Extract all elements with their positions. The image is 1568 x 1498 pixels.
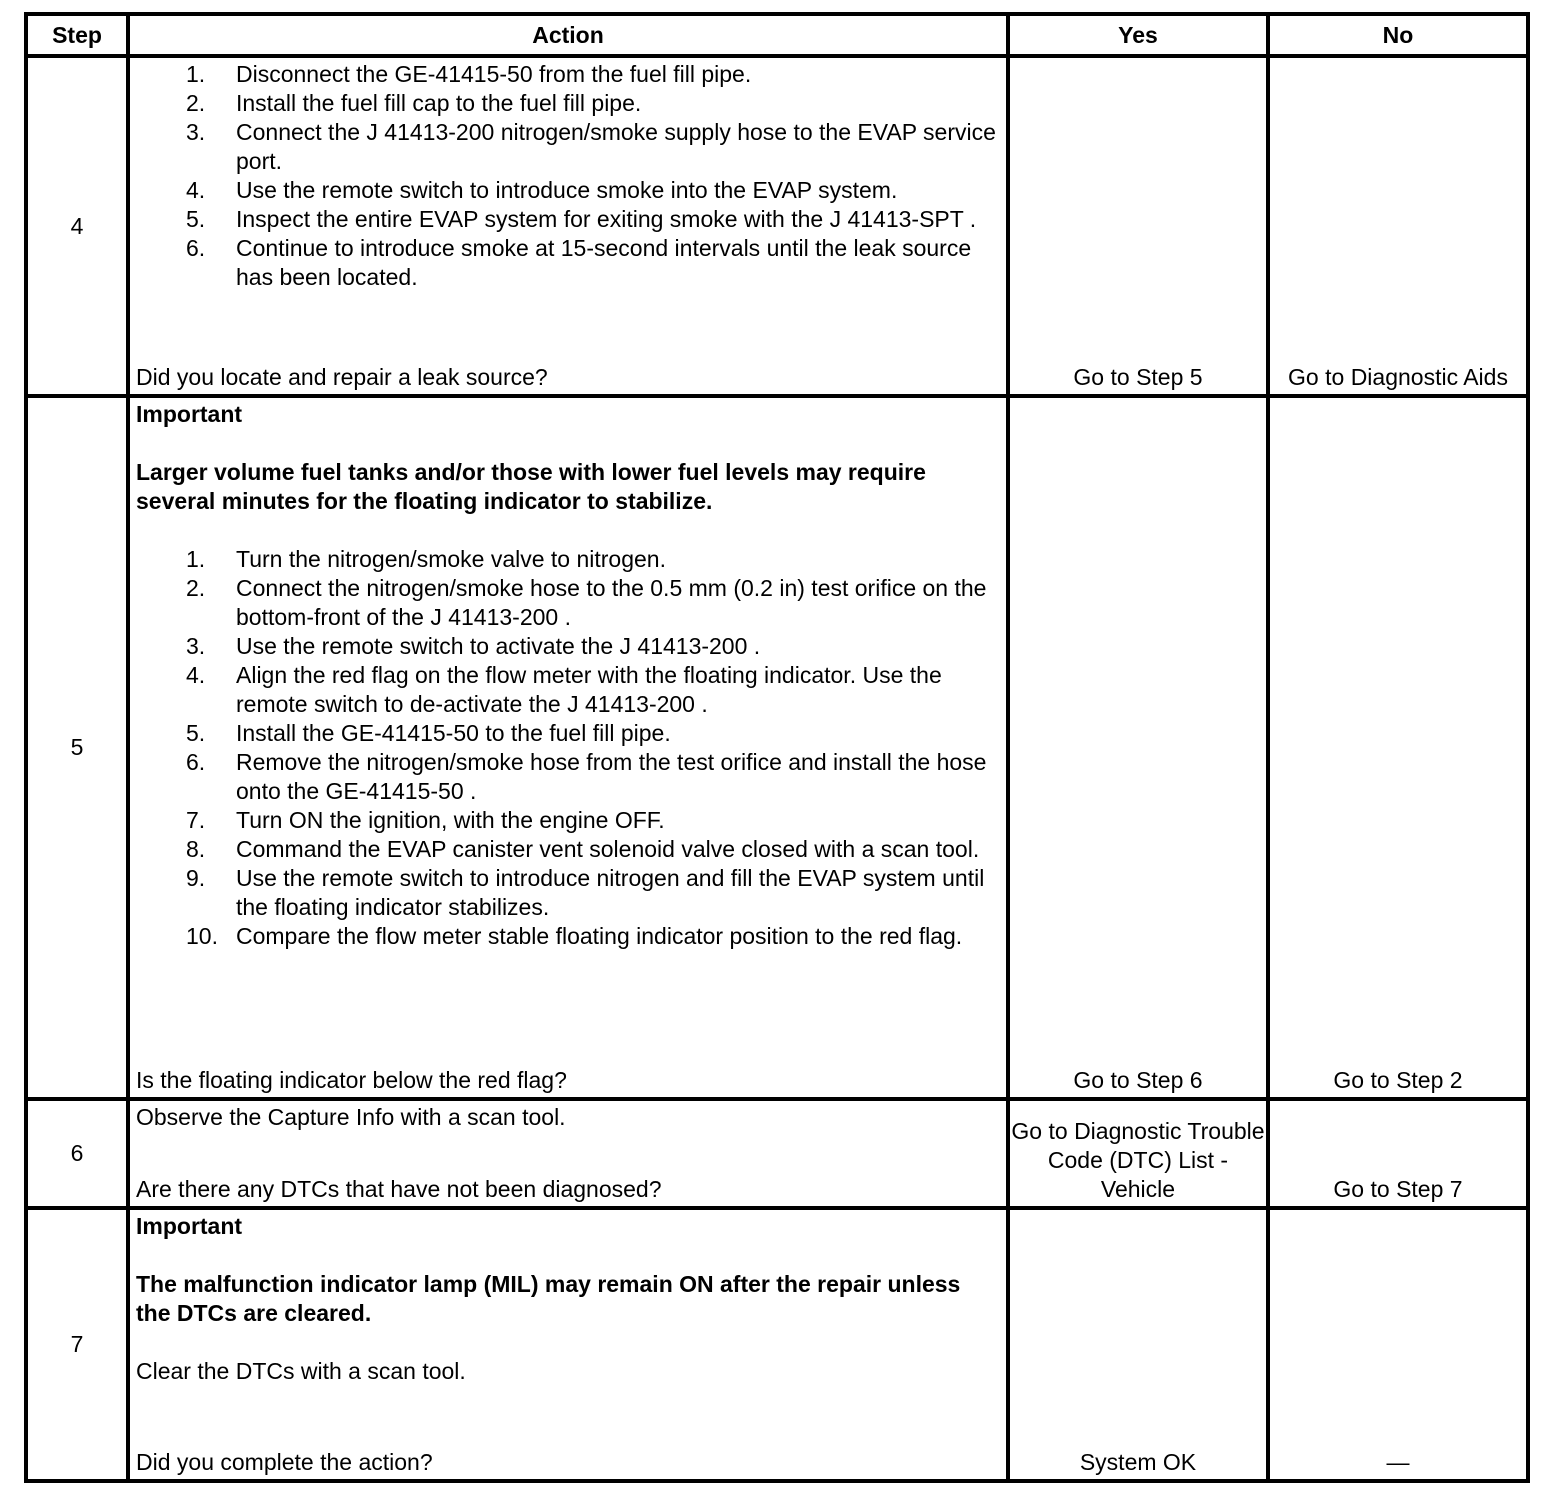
- step-number: 6: [26, 1099, 128, 1208]
- header-yes: Yes: [1008, 14, 1268, 56]
- action-cell: [128, 396, 1008, 1099]
- list-item: 3. Use the remote switch to activate the J 41413-200 .: [186, 633, 761, 659]
- list-item: 5. Install the GE-41415-50 to the fuel fill pipe.: [186, 720, 671, 746]
- yes-result: Go to Step 5: [1008, 56, 1268, 396]
- diagnostic-table: [24, 12, 1530, 1483]
- list-item: 3. Connect the J 41413-200 nitrogen/smoke supply hose to the EVAP service port.: [186, 119, 996, 174]
- list-item: 8. Command the EVAP canister vent solenoid valve closed with a scan tool.: [186, 836, 980, 862]
- list-item: 2. Install the fuel fill cap to the fuel fill pipe.: [186, 90, 642, 116]
- list-item: 1. Turn the nitrogen/smoke valve to nitrogen.: [186, 546, 666, 572]
- list-item: 4. Use the remote switch to introduce smoke into the EVAP system.: [186, 177, 898, 203]
- step-number: 4: [26, 56, 128, 396]
- list-item: 5. Inspect the entire EVAP system for exiting smoke with the J 41413-SPT .: [186, 206, 977, 232]
- yes-result: System OK: [1008, 1208, 1268, 1481]
- list-item: 9. Use the remote switch to introduce nitrogen and fill the EVAP system until the floating indicator stabilizes.: [186, 865, 985, 920]
- list-item: 4. Align the red flag on the flow meter with the floating indicator. Use the remote switch to de-activate the J 41413-200 .: [186, 662, 942, 717]
- list-item: 6. Continue to introduce smoke at 15-second intervals until the leak source has been located.: [186, 235, 972, 290]
- table-row-step-6: [26, 1099, 1528, 1208]
- step-number: 7: [26, 1208, 128, 1481]
- list-item: 1. Disconnect the GE-41415-50 from the fuel fill pipe.: [186, 61, 752, 87]
- header-step: Step: [26, 14, 128, 56]
- list-item: 6. Remove the nitrogen/smoke hose from the test orifice and install the hose onto the GE-41415-50 .: [186, 749, 987, 804]
- table-row-step-5: [26, 396, 1528, 1099]
- list-item: 2. Connect the nitrogen/smoke hose to the 0.5 mm (0.2 in) test orifice on the bottom-front of the J 41413-200 .: [186, 575, 987, 630]
- instruction-list: [136, 60, 1000, 292]
- action-cell: [128, 56, 1008, 396]
- header-no: No: [1268, 14, 1528, 56]
- list-item: 7. Turn ON the ignition, with the engine OFF.: [186, 807, 665, 833]
- list-item: 10. Compare the flow meter stable floating indicator position to the red flag.: [186, 923, 963, 949]
- instruction-list: [136, 545, 1000, 951]
- instruction-text: Observe the Capture Info with a scan tool.: [136, 1104, 566, 1130]
- no-result: —: [1268, 1208, 1528, 1481]
- table-row-step-4: [26, 56, 1528, 396]
- important-label: Important: [136, 1213, 243, 1239]
- important-label: Important: [136, 401, 243, 427]
- table-row-step-7: [26, 1208, 1528, 1481]
- instruction-text: Clear the DTCs with a scan tool.: [136, 1358, 466, 1384]
- step-number: 5: [26, 396, 128, 1099]
- header-action: Action: [128, 14, 1008, 56]
- no-result: Go to Step 2: [1268, 396, 1528, 1099]
- question-text: Are there any DTCs that have not been diagnosed?: [136, 1176, 662, 1202]
- header-row: [26, 14, 1528, 56]
- question-text: Did you locate and repair a leak source?: [136, 364, 548, 390]
- action-cell: [128, 1208, 1008, 1481]
- action-cell: [128, 1099, 1008, 1208]
- no-result: Go to Step 7: [1268, 1099, 1528, 1208]
- no-result: Go to Diagnostic Aids: [1268, 56, 1528, 396]
- yes-result: Go to Step 6: [1008, 396, 1268, 1099]
- question-text: Is the floating indicator below the red flag?: [136, 1067, 567, 1093]
- important-note: Larger volume fuel tanks and/or those with lower fuel levels may require several minutes for the floating indicator to stabilize.: [136, 459, 926, 514]
- important-note: The malfunction indicator lamp (MIL) may remain ON after the repair unless the DTCs are cleared.: [136, 1271, 961, 1326]
- yes-result: Go to Diagnostic Trouble Code (DTC) List - Vehicle: [1008, 1099, 1268, 1208]
- question-text: Did you complete the action?: [136, 1449, 433, 1475]
